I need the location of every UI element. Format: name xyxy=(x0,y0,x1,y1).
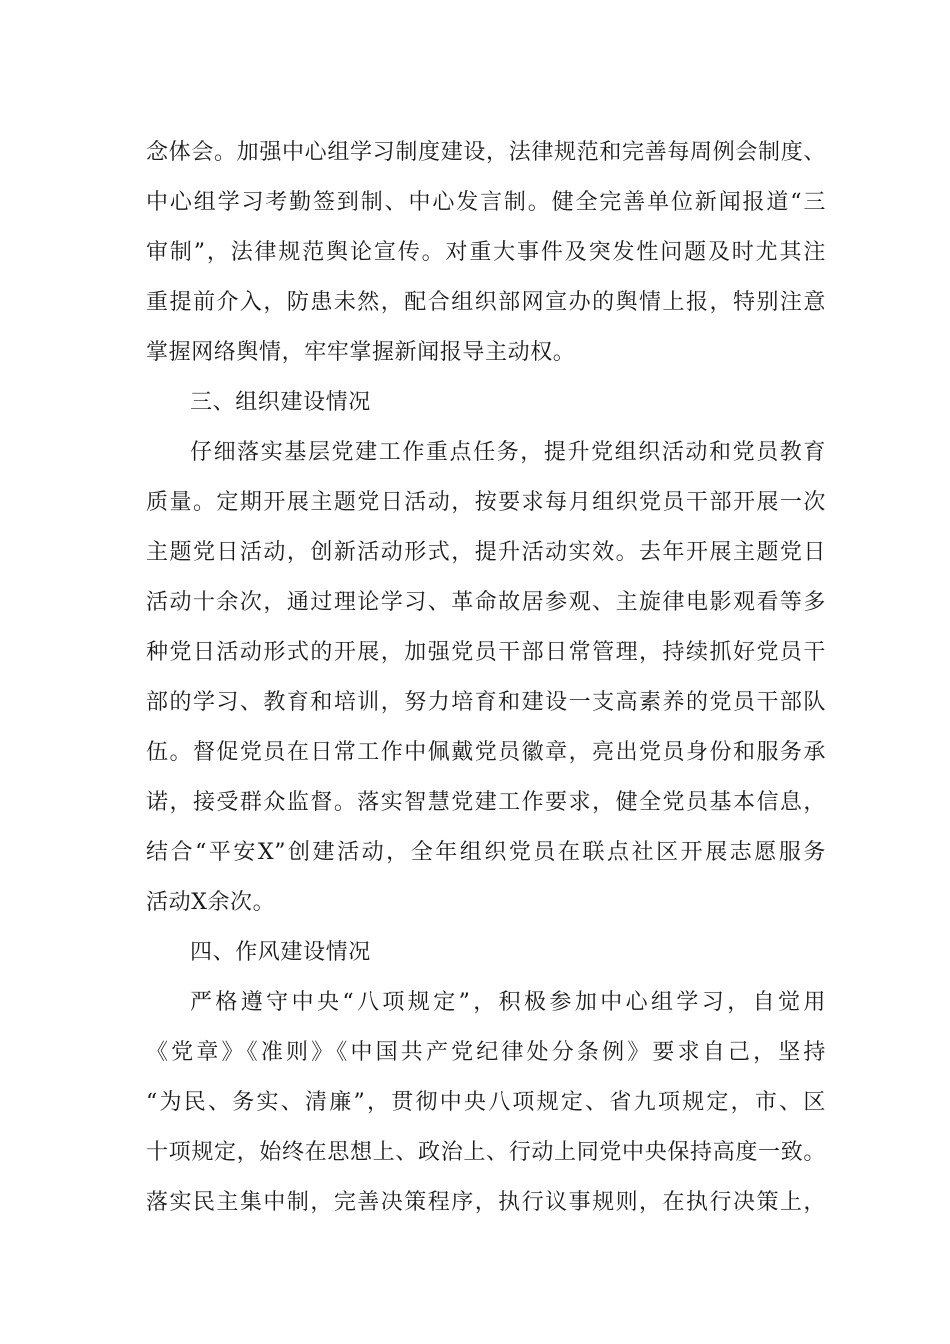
text-line: 十项规定，始终在思想上、政治上、行动上同党中央保持高度一致。 xyxy=(146,1140,826,1165)
text-line: 落实民主集中制，完善决策程序，执行议事规则，在执行决策上， xyxy=(146,1190,826,1215)
text-line: 念体会。加强中心组学习制度建设，法律规范和完善每周例会制度、 xyxy=(146,140,826,165)
paragraph-first-line: 严格遵守中央“八项规定”，积极参加中心组学习，自觉用 xyxy=(190,990,826,1015)
text-line: 部的学习、教育和培训，努力培育和建设一支高素养的党员干部队 xyxy=(146,690,826,715)
text-line: 中心组学习考勤签到制、中心发言制。健全完善单位新闻报道“三 xyxy=(146,190,826,215)
text-line: “为民、务实、清廉”，贯彻中央八项规定、省九项规定，市、区 xyxy=(146,1090,826,1115)
text-line: 审制”，法律规范舆论宣传。对重大事件及突发性问题及时尤其注 xyxy=(146,240,826,265)
text-line: 伍。督促党员在日常工作中佩戴党员徽章，亮出党员身份和服务承 xyxy=(146,740,826,765)
text-line: 活动十余次，通过理论学习、革命故居参观、主旋律电影观看等多 xyxy=(146,590,826,615)
text-line: 结合“平安X”创建活动，全年组织党员在联点社区开展志愿服务 xyxy=(146,840,826,865)
paragraph-first-line: 仔细落实基层党建工作重点任务，提升党组织活动和党员教育 xyxy=(190,440,826,465)
text-line: 《党章》《准则》《中国共产党纪律处分条例》要求自己，坚持 xyxy=(146,1040,826,1065)
text-line: 种党日活动形式的开展，加强党员干部日常管理，持续抓好党员干 xyxy=(146,640,826,665)
text-line: 诺，接受群众监督。落实智慧党建工作要求，健全党员基本信息， xyxy=(146,790,826,815)
text-line: 掌握网络舆情，牢牢掌握新闻报导主动权。 xyxy=(146,340,576,365)
text-line: 主题党日活动，创新活动形式，提升活动实效。去年开展主题党日 xyxy=(146,540,826,565)
text-line: 活动X余次。 xyxy=(146,890,276,915)
text-line: 重提前介入，防患未然，配合组织部网宣办的舆情上报，特别注意 xyxy=(146,290,826,315)
section-heading: 三、组织建设情况 xyxy=(190,390,371,415)
section-heading: 四、作风建设情况 xyxy=(190,940,371,965)
text-line: 质量。定期开展主题党日活动，按要求每月组织党员干部开展一次 xyxy=(146,490,826,515)
